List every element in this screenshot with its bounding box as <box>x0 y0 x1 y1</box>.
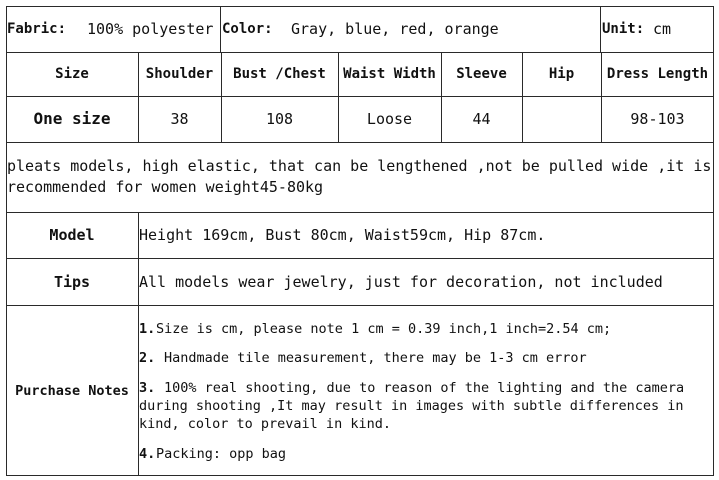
grid-line <box>6 475 714 476</box>
grid-line <box>6 212 714 213</box>
column-header-dress-length: Dress Length <box>606 66 709 82</box>
grid-line <box>6 96 714 97</box>
grid-line <box>6 305 714 306</box>
note-line-1: pleats models, high elastic, that can be lengthened ,not be pulled wide ,it is <box>7 157 712 175</box>
column-header-size: Size <box>55 66 89 82</box>
fabric-label: Fabric: <box>7 21 67 37</box>
column-header-bust-chest: Bust /Chest <box>233 66 326 82</box>
purchase-notes-label: Purchase Notes <box>15 383 129 399</box>
grid-line <box>6 52 714 53</box>
grid-line <box>138 212 139 476</box>
purchase-note-item: kind, color to prevail in kind. <box>139 416 391 432</box>
column-header-hip: Hip <box>548 66 575 82</box>
note-line-2: recommended for women weight45-80kg <box>7 178 324 196</box>
color-label: Color: <box>222 21 273 37</box>
tips-label: Tips <box>53 273 91 291</box>
table-cell-bust-chest: 108 <box>265 110 294 128</box>
table-cell-waist-width: Loose <box>366 110 413 128</box>
purchase-note-item: 100% real shooting, due to reason of the lighting and the camera <box>164 380 685 396</box>
column-header-shoulder: Shoulder <box>145 66 214 82</box>
purchase-note-number: 3. <box>139 380 156 396</box>
grid-line <box>220 6 221 52</box>
model-value: Height 169cm, Bust 80cm, Waist59cm, Hip 87cm. <box>139 226 546 244</box>
grid-line <box>6 6 714 7</box>
purchase-note-number: 2. <box>139 350 156 366</box>
fabric-value: 100% polyester <box>87 20 214 38</box>
table-cell-sleeve: 44 <box>472 110 491 128</box>
tips-value: All models wear jewelry, just for decoration, not included <box>139 273 663 291</box>
purchase-note-number: 4. <box>139 446 156 462</box>
column-header-sleeve: Sleeve <box>456 66 507 82</box>
unit-label: Unit: <box>602 21 645 37</box>
column-header-waist-width: Waist Width <box>343 66 436 82</box>
grid-line <box>6 142 714 143</box>
purchase-note-item: Handmade tile measurement, there may be 1-3 cm error <box>164 350 587 366</box>
grid-line <box>600 6 601 52</box>
table-cell-size: One size <box>33 109 111 128</box>
purchase-note-item: Packing: opp bag <box>156 446 287 462</box>
model-label: Model <box>49 226 95 244</box>
purchase-note-item: during shooting ,It may result in images with subtle differences in <box>139 398 684 414</box>
grid-line <box>6 258 714 259</box>
color-value: Gray, blue, red, orange <box>291 20 499 38</box>
purchase-note-number: 1. <box>139 321 156 337</box>
purchase-note-item: Size is cm, please note 1 cm = 0.39 inch,1 inch=2.54 cm; <box>156 321 612 337</box>
unit-value: cm <box>653 20 672 38</box>
table-cell-dress-length: 98-103 <box>630 110 685 128</box>
table-cell-shoulder: 38 <box>170 110 189 128</box>
